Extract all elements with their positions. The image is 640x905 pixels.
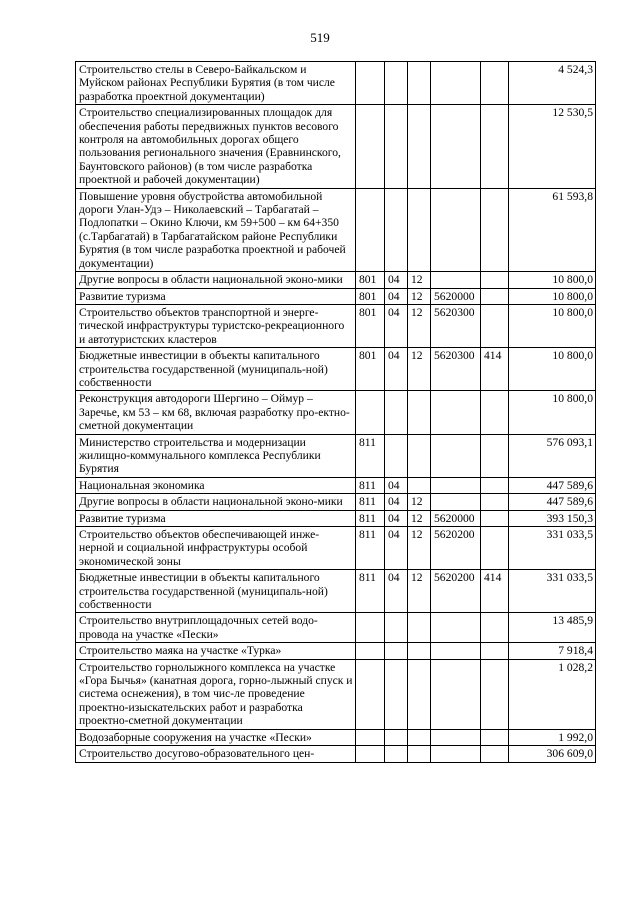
- expense-type-code: [481, 304, 509, 347]
- target-article-code: [431, 729, 481, 745]
- subsection-code: [408, 746, 431, 762]
- table-row: [76, 643, 596, 659]
- amount-value: 306 609,0: [509, 746, 596, 762]
- amount-value: 10 800,0: [509, 288, 596, 304]
- target-article-code: [431, 746, 481, 762]
- amount-value: 4 524,3: [509, 62, 596, 105]
- amount-value: 331 033,5: [509, 570, 596, 613]
- target-article-code: 5620000: [431, 288, 481, 304]
- expense-type-code: [481, 272, 509, 288]
- ministry-code: [356, 105, 385, 188]
- page-number: 519: [310, 30, 330, 45]
- section-code: [385, 391, 408, 434]
- expense-type-code: [481, 746, 509, 762]
- row-name: Водозаборные сооружения на участке «Пески»: [76, 729, 356, 745]
- section-code: 04: [385, 510, 408, 526]
- row-name: Другие вопросы в области национальной эконо-мики: [76, 494, 356, 510]
- subsection-code: 12: [408, 272, 431, 288]
- budget-table-body: [76, 62, 596, 763]
- subsection-code: [408, 659, 431, 729]
- ministry-code: [356, 188, 385, 271]
- target-article-code: [431, 391, 481, 434]
- table-row: [76, 272, 596, 288]
- subsection-code: [408, 434, 431, 477]
- amount-value: 447 589,6: [509, 477, 596, 493]
- table-row: [76, 304, 596, 347]
- ministry-code: [356, 659, 385, 729]
- target-article-code: [431, 613, 481, 643]
- ministry-code: [356, 746, 385, 762]
- ministry-code: [356, 613, 385, 643]
- table-row: [76, 494, 596, 510]
- budget-table: [75, 61, 596, 763]
- row-name: Бюджетные инвестиции в объекты капитального строительства государственной (муниципаль-ной) собственности: [76, 348, 356, 391]
- section-code: 04: [385, 570, 408, 613]
- section-code: [385, 62, 408, 105]
- expense-type-code: [481, 434, 509, 477]
- subsection-code: 12: [408, 510, 431, 526]
- row-name: Строительство объектов транспортной и энерге-тической инфраструктуры туристско-рекреационного и автотуристских кластеров: [76, 304, 356, 347]
- section-code: [385, 643, 408, 659]
- subsection-code: 12: [408, 570, 431, 613]
- ministry-code: 811: [356, 570, 385, 613]
- subsection-code: [408, 477, 431, 493]
- target-article-code: 5620300: [431, 304, 481, 347]
- amount-value: 10 800,0: [509, 391, 596, 434]
- amount-value: 12 530,5: [509, 105, 596, 188]
- section-code: [385, 729, 408, 745]
- row-name: Министерство строительства и модернизации жилищно-коммунального комплекса Республики Бурятия: [76, 434, 356, 477]
- amount-value: 447 589,6: [509, 494, 596, 510]
- ministry-code: 811: [356, 477, 385, 493]
- subsection-code: 12: [408, 288, 431, 304]
- subsection-code: 12: [408, 494, 431, 510]
- row-name: Строительство стелы в Северо-Байкальском и Муйском районах Республики Бурятия (в том числе разработка проектной документации): [76, 62, 356, 105]
- section-code: [385, 746, 408, 762]
- section-code: [385, 434, 408, 477]
- target-article-code: 5620000: [431, 510, 481, 526]
- target-article-code: [431, 434, 481, 477]
- table-row: [76, 188, 596, 271]
- subsection-code: [408, 391, 431, 434]
- table-row: [76, 527, 596, 570]
- amount-value: 13 485,9: [509, 613, 596, 643]
- expense-type-code: 414: [481, 570, 509, 613]
- ministry-code: 801: [356, 304, 385, 347]
- row-name: Реконструкция автодороги Шергино – Оймур – Заречье, км 53 – км 68, включая разработку про-ектно-сметной документации: [76, 391, 356, 434]
- ministry-code: [356, 391, 385, 434]
- subsection-code: 12: [408, 348, 431, 391]
- expense-type-code: [481, 729, 509, 745]
- row-name: Строительство горнолыжного комплекса на участке «Гора Бычья» (канатная дорога, горно-лыжный спуск и система оснежения), в том чис-ле проведение проектно-изыскательских работ и разработка проектно-сметной документации: [76, 659, 356, 729]
- amount-value: 10 800,0: [509, 348, 596, 391]
- section-code: 04: [385, 527, 408, 570]
- subsection-code: [408, 613, 431, 643]
- expense-type-code: [481, 613, 509, 643]
- expense-type-code: [481, 477, 509, 493]
- row-name: Строительство внутриплощадочных сетей водо-провода на участке «Пески»: [76, 613, 356, 643]
- expense-type-code: [481, 62, 509, 105]
- expense-type-code: [481, 527, 509, 570]
- target-article-code: [431, 188, 481, 271]
- row-name: Строительство специализированных площадок для обеспечения работы передвижных пунктов весового контроля на автомобильных дорогах общего пользования регионального значения (Еравнинского, Баунтовского районов) (в том числе разработка проектной и рабочей документации): [76, 105, 356, 188]
- amount-value: 10 800,0: [509, 272, 596, 288]
- expense-type-code: [481, 391, 509, 434]
- section-code: 04: [385, 494, 408, 510]
- row-name: Строительство досугово-образовательного цен-: [76, 746, 356, 762]
- expense-type-code: [481, 643, 509, 659]
- table-row: [76, 510, 596, 526]
- section-code: 04: [385, 272, 408, 288]
- target-article-code: 5620200: [431, 570, 481, 613]
- expense-type-code: [481, 105, 509, 188]
- section-code: 04: [385, 348, 408, 391]
- amount-value: 331 033,5: [509, 527, 596, 570]
- ministry-code: [356, 62, 385, 105]
- amount-value: 10 800,0: [509, 304, 596, 347]
- subsection-code: [408, 62, 431, 105]
- ministry-code: 811: [356, 494, 385, 510]
- ministry-code: 801: [356, 348, 385, 391]
- expense-type-code: 414: [481, 348, 509, 391]
- table-row: [76, 746, 596, 762]
- expense-type-code: [481, 288, 509, 304]
- table-row: [76, 62, 596, 105]
- target-article-code: 5620300: [431, 348, 481, 391]
- target-article-code: [431, 105, 481, 188]
- table-row: [76, 105, 596, 188]
- table-row: [76, 570, 596, 613]
- subsection-code: [408, 188, 431, 271]
- subsection-code: 12: [408, 304, 431, 347]
- section-code: 04: [385, 477, 408, 493]
- row-name: Национальная экономика: [76, 477, 356, 493]
- target-article-code: [431, 272, 481, 288]
- expense-type-code: [481, 494, 509, 510]
- expense-type-code: [481, 510, 509, 526]
- table-row: [76, 434, 596, 477]
- target-article-code: [431, 494, 481, 510]
- subsection-code: [408, 643, 431, 659]
- ministry-code: [356, 643, 385, 659]
- table-row: [76, 613, 596, 643]
- target-article-code: [431, 62, 481, 105]
- amount-value: 1 992,0: [509, 729, 596, 745]
- subsection-code: [408, 105, 431, 188]
- target-article-code: [431, 643, 481, 659]
- row-name: Развитие туризма: [76, 288, 356, 304]
- amount-value: 7 918,4: [509, 643, 596, 659]
- target-article-code: [431, 659, 481, 729]
- ministry-code: 811: [356, 527, 385, 570]
- table-row: [76, 477, 596, 493]
- section-code: [385, 105, 408, 188]
- ministry-code: 801: [356, 272, 385, 288]
- target-article-code: [431, 477, 481, 493]
- expense-type-code: [481, 659, 509, 729]
- amount-value: 393 150,3: [509, 510, 596, 526]
- ministry-code: 811: [356, 434, 385, 477]
- target-article-code: 5620200: [431, 527, 481, 570]
- subsection-code: [408, 729, 431, 745]
- ministry-code: [356, 729, 385, 745]
- amount-value: 61 593,8: [509, 188, 596, 271]
- section-code: 04: [385, 304, 408, 347]
- table-row: [76, 729, 596, 745]
- subsection-code: 12: [408, 527, 431, 570]
- ministry-code: 811: [356, 510, 385, 526]
- row-name: Другие вопросы в области национальной эконо-мики: [76, 272, 356, 288]
- expense-type-code: [481, 188, 509, 271]
- row-name: Строительство объектов обеспечивающей инже-нерной и социальной инфраструктуры особой экономической зоны: [76, 527, 356, 570]
- row-name: Строительство маяка на участке «Турка»: [76, 643, 356, 659]
- table-row: [76, 348, 596, 391]
- section-code: [385, 659, 408, 729]
- table-row: [76, 288, 596, 304]
- section-code: [385, 613, 408, 643]
- row-name: Повышение уровня обустройства автомобильной дороги Улан-Удэ – Николаевский – Тарбагатай – Подлопатки – Окино Ключи, км 59+500 – км 64+350 (с.Тарбагатай) в Тарбагатайском районе Республики Бурятия (в том числе разработка проектной и рабочей документации): [76, 188, 356, 271]
- amount-value: 576 093,1: [509, 434, 596, 477]
- row-name: Бюджетные инвестиции в объекты капитального строительства государственной (муниципаль-ной) собственности: [76, 570, 356, 613]
- section-code: [385, 188, 408, 271]
- row-name: Развитие туризма: [76, 510, 356, 526]
- table-row: [76, 659, 596, 729]
- section-code: 04: [385, 288, 408, 304]
- ministry-code: 801: [356, 288, 385, 304]
- amount-value: 1 028,2: [509, 659, 596, 729]
- table-row: [76, 391, 596, 434]
